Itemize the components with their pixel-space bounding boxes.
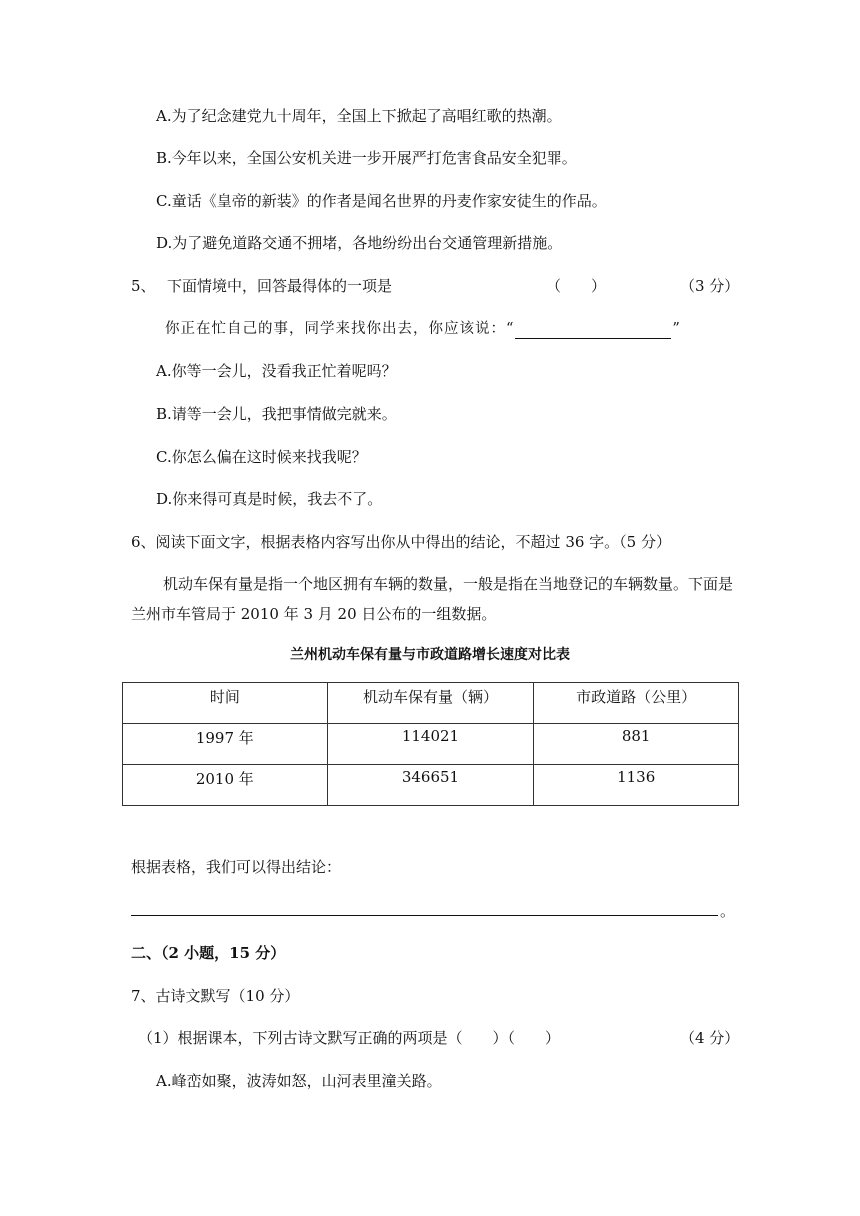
header-vehicles: 机动车保有量（辆） bbox=[327, 683, 534, 724]
header-time: 时间 bbox=[123, 683, 328, 724]
section-2-heading: 二、（2 小题，15 分） bbox=[131, 944, 286, 962]
q5-number: 5、 bbox=[131, 277, 156, 295]
cell-year: 2010 年 bbox=[123, 765, 328, 806]
table-caption: 兰州机动车保有量与市政道路增长速度对比表 bbox=[290, 647, 570, 663]
cell-vehicles: 114021 bbox=[327, 724, 534, 765]
q7-1-score: （4 分） bbox=[680, 1029, 740, 1047]
q5-prompt-text: 你正在忙自己的事，同学来找你出去，你应该说：“ bbox=[165, 321, 515, 337]
q5-option-b: B.请等一会儿，我把事情做完就来。 bbox=[156, 405, 397, 423]
q5-prompt-close-quote: ” bbox=[672, 321, 681, 337]
q6-title: 6、阅读下面文字，根据表格内容写出你从中得出的结论，不超过 36 字。（5 分） bbox=[131, 533, 671, 551]
q4-option-d: D.为了避免道路交通不拥堵，各地纷纷出台交通管理新措施。 bbox=[156, 234, 563, 252]
conclusion-label: 根据表格，我们可以得出结论： bbox=[131, 858, 342, 876]
q7-title: 7、古诗文默写（10 分） bbox=[131, 987, 300, 1005]
q4-option-b: B.今年以来，全国公安机关进一步开展严打危害食品安全犯罪。 bbox=[156, 149, 577, 167]
q5-answer-paren: （ ） bbox=[546, 277, 607, 295]
q4-option-c: C.童话《皇帝的新装》的作者是闻名世界的丹麦作家安徒生的作品。 bbox=[156, 192, 607, 210]
cell-roads: 1136 bbox=[534, 765, 739, 806]
q5-prompt-blank bbox=[515, 321, 671, 339]
header-roads: 市政道路（公里） bbox=[534, 683, 739, 724]
q5-prompt bbox=[165, 319, 681, 339]
cell-year: 1997 年 bbox=[123, 724, 328, 765]
q5-option-c: C.你怎么偏在这时候来找我呢？ bbox=[156, 448, 367, 466]
cell-vehicles: 346651 bbox=[327, 765, 534, 806]
q7-1-question: （1）根据课本，下列古诗文默写正确的两项是（ ）（ ） bbox=[138, 1029, 561, 1047]
table-row bbox=[123, 724, 739, 765]
conclusion-end-mark: 。 bbox=[720, 902, 736, 920]
q4-option-a: A.为了纪念建党九十周年，全国上下掀起了高唱红歌的热潮。 bbox=[156, 107, 562, 125]
q5-score: （3 分） bbox=[680, 277, 740, 295]
q5-option-a: A.你等一会儿，没看我正忙着呢吗？ bbox=[156, 362, 397, 380]
q7-option-a: A.峰峦如聚，波涛如怒，山河表里潼关路。 bbox=[156, 1072, 442, 1090]
conclusion-answer-line[interactable] bbox=[131, 915, 718, 916]
q5-question: 下面情境中，回答最得体的一项是 bbox=[167, 277, 393, 295]
comparison-table bbox=[122, 682, 739, 806]
q6-paragraph: 机动车保有量是指一个地区拥有车辆的数量，一般是指在当地登记的车辆数量。下面是兰州市车管局于 2010 年 3 月 20 日公布的一组数据。 bbox=[131, 575, 734, 623]
table-header-row bbox=[123, 683, 739, 724]
q5-option-d: D.你来得可真是时候，我去不了。 bbox=[156, 490, 383, 508]
table-row bbox=[123, 765, 739, 806]
cell-roads: 881 bbox=[534, 724, 739, 765]
